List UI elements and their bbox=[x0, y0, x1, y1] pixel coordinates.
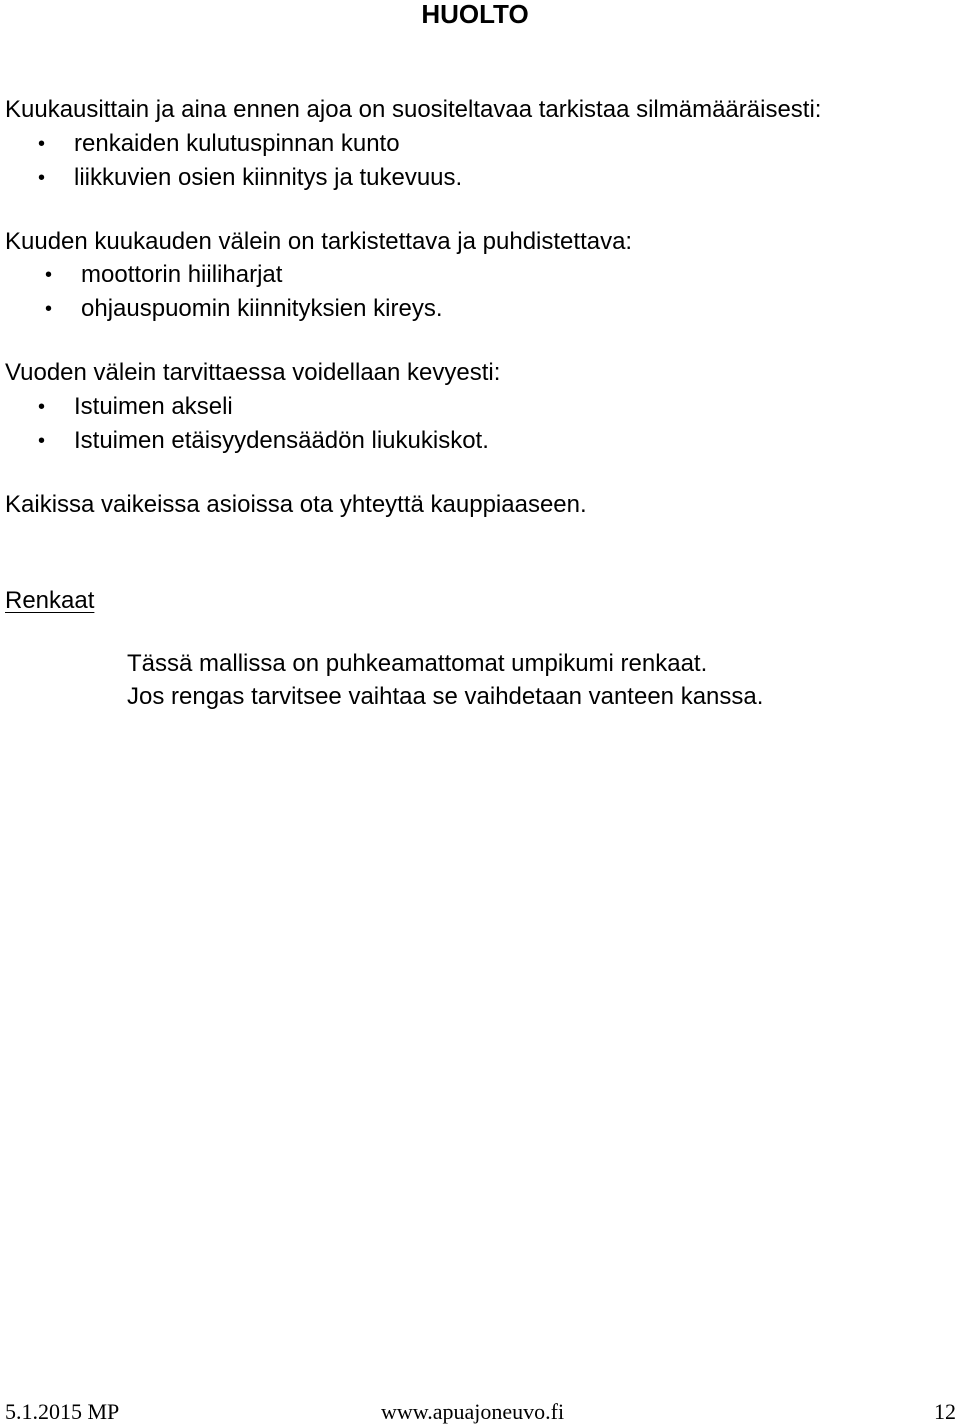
yearly-intro: Vuoden välein tarvittaessa voidellaan kevyesti: bbox=[5, 359, 501, 386]
footer-date: 5.1.2015 MP bbox=[5, 1399, 120, 1424]
monthly-intro: Kuukausittain ja aina ennen ajoa on suositeltavaa tarkistaa silmämääräisesti: bbox=[5, 96, 822, 123]
page-title: HUOLTO bbox=[421, 0, 529, 29]
six-month-intro: Kuuden kuukauden välein on tarkistettava ja puhdistettava: bbox=[5, 228, 633, 255]
bullet-icon: • bbox=[38, 430, 46, 452]
six-month-item-1: moottorin hiiliharjat bbox=[81, 261, 283, 288]
tires-line-1: Tässä mallissa on puhkeamattomat umpikumi renkaat. bbox=[127, 650, 708, 677]
yearly-item-1: Istuimen akseli bbox=[74, 393, 233, 420]
monthly-item-2: liikkuvien osien kiinnitys ja tukevuus. bbox=[74, 164, 463, 191]
footer-page-number: 12 bbox=[934, 1399, 956, 1424]
tires-heading: Renkaat bbox=[5, 587, 95, 614]
yearly-item-2: Istuimen etäisyydensäädön liukukiskot. bbox=[74, 427, 489, 454]
monthly-item-1: renkaiden kulutuspinnan kunto bbox=[74, 130, 400, 157]
bullet-icon: • bbox=[38, 167, 46, 189]
contact-note: Kaikissa vaikeissa asioissa ota yhteyttä kauppiaaseen. bbox=[5, 491, 587, 518]
six-month-item-2: ohjauspuomin kiinnityksien kireys. bbox=[81, 295, 443, 322]
bullet-icon: • bbox=[45, 298, 53, 320]
bullet-icon: • bbox=[45, 264, 53, 286]
footer-website: www.apuajoneuvo.fi bbox=[381, 1399, 565, 1424]
bullet-icon: • bbox=[38, 396, 46, 418]
bullet-icon: • bbox=[38, 133, 46, 155]
tires-line-2: Jos rengas tarvitsee vaihtaa se vaihdetaan vanteen kanssa. bbox=[127, 683, 764, 710]
